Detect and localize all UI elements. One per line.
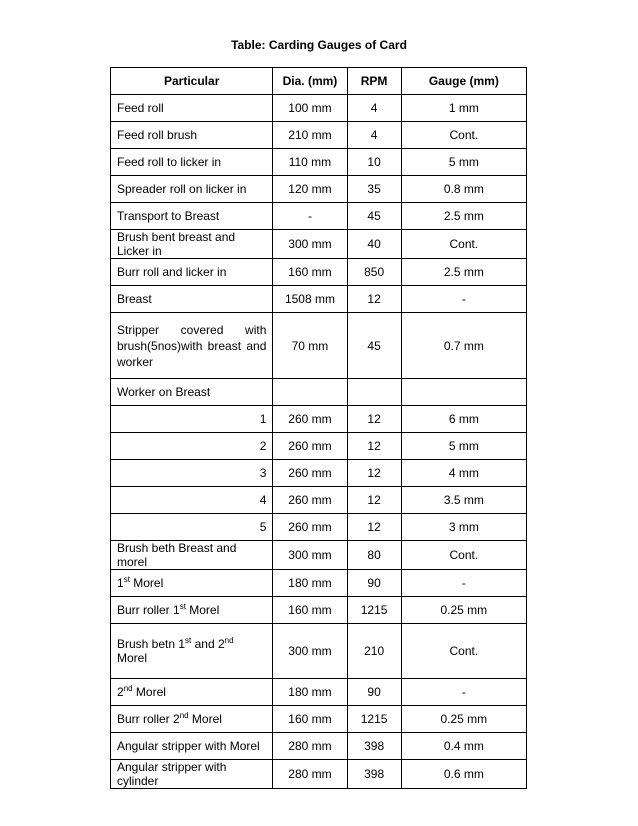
cell-particular xyxy=(111,597,273,624)
cell-gauge: - xyxy=(401,679,526,706)
cell-gauge: 4 mm xyxy=(401,460,526,487)
cell-particular: Feed roll to licker in xyxy=(111,149,273,176)
cell-dia: 280 mm xyxy=(273,760,347,789)
cell-dia: 160 mm xyxy=(273,706,347,733)
table-row xyxy=(111,286,527,313)
cell-particular-text: Brush betn 1 xyxy=(117,637,186,651)
ordinal-suffix: st xyxy=(185,636,192,645)
table-row xyxy=(111,379,527,406)
table-row xyxy=(111,706,527,733)
cell-particular xyxy=(111,624,273,679)
cell-dia: 300 mm xyxy=(273,624,347,679)
cell-gauge: 0.7 mm xyxy=(401,313,526,379)
cell-gauge: Cont. xyxy=(401,541,526,570)
ordinal-suffix: nd xyxy=(123,684,133,693)
cell-rpm: 12 xyxy=(347,514,401,541)
table-row xyxy=(111,679,527,706)
cell-dia: 300 mm xyxy=(273,230,347,259)
cell-gauge: 2.5 mm xyxy=(401,259,526,286)
cell-gauge: 1 mm xyxy=(401,95,526,122)
cell-rpm: 4 xyxy=(347,122,401,149)
cell-dia: 260 mm xyxy=(273,460,347,487)
cell-particular-text: Morel xyxy=(132,685,166,699)
table-row xyxy=(111,541,527,570)
cell-rpm: 398 xyxy=(347,760,401,789)
cell-particular-text: Morel xyxy=(185,603,220,617)
cell-dia: 260 mm xyxy=(273,406,347,433)
cell-rpm: 90 xyxy=(347,679,401,706)
cell-particular-text: Morel xyxy=(129,576,164,590)
table-row xyxy=(111,433,527,460)
cell-particular-text: and 2 xyxy=(191,637,225,651)
table-row xyxy=(111,176,527,203)
cell-gauge: Cont. xyxy=(401,624,526,679)
cell-dia: 280 mm xyxy=(273,733,347,760)
cell-gauge: 0.8 mm xyxy=(401,176,526,203)
cell-gauge: 6 mm xyxy=(401,406,526,433)
cell-particular: Brush beth Breast and morel xyxy=(111,541,273,570)
cell-particular: Angular stripper with cylinder xyxy=(111,760,273,789)
cell-dia: 260 mm xyxy=(273,487,347,514)
cell-gauge: 3.5 mm xyxy=(401,487,526,514)
table-row xyxy=(111,733,527,760)
table-row xyxy=(111,259,527,286)
cell-gauge: 3 mm xyxy=(401,514,526,541)
cell-gauge: 5 mm xyxy=(401,433,526,460)
table-row xyxy=(111,460,527,487)
cell-rpm: 45 xyxy=(347,313,401,379)
cell-rpm: 1215 xyxy=(347,706,401,733)
table-title: Table: Carding Gauges of Card xyxy=(231,38,407,52)
cell-rpm: 90 xyxy=(347,570,401,597)
cell-dia: 70 mm xyxy=(273,313,347,379)
cell-rpm xyxy=(347,379,401,406)
header-rpm: RPM xyxy=(347,68,401,95)
cell-rpm: 40 xyxy=(347,230,401,259)
cell-dia: - xyxy=(273,203,347,230)
cell-particular xyxy=(111,570,273,597)
cell-rpm: 35 xyxy=(347,176,401,203)
cell-dia: 210 mm xyxy=(273,122,347,149)
cell-dia: 300 mm xyxy=(273,541,347,570)
cell-particular: 2 xyxy=(111,433,273,460)
cell-rpm: 45 xyxy=(347,203,401,230)
cell-particular: Angular stripper with Morel xyxy=(111,733,273,760)
cell-particular xyxy=(111,679,273,706)
ordinal-suffix: st xyxy=(123,575,130,584)
cell-particular-text: Burr roller 1 xyxy=(117,603,180,617)
cell-particular: Brush bent breast and Licker in xyxy=(111,230,273,259)
cell-dia: 100 mm xyxy=(273,95,347,122)
cell-rpm: 210 xyxy=(347,624,401,679)
cell-gauge xyxy=(401,379,526,406)
cell-rpm: 12 xyxy=(347,487,401,514)
table-row xyxy=(111,760,527,789)
table-row xyxy=(111,203,527,230)
cell-dia: 120 mm xyxy=(273,176,347,203)
cell-gauge: - xyxy=(401,570,526,597)
cell-rpm: 12 xyxy=(347,406,401,433)
cell-particular-text: 1 xyxy=(117,576,124,590)
cell-gauge: 2.5 mm xyxy=(401,203,526,230)
header-particular: Particular xyxy=(111,68,273,95)
table-row xyxy=(111,406,527,433)
cell-dia: 110 mm xyxy=(273,149,347,176)
cell-particular: 4 xyxy=(111,487,273,514)
table-row xyxy=(111,487,527,514)
ordinal-suffix: nd xyxy=(179,711,189,720)
cell-gauge: 0.25 mm xyxy=(401,597,526,624)
cell-rpm: 12 xyxy=(347,460,401,487)
carding-gauges-table xyxy=(110,67,527,789)
cell-rpm: 398 xyxy=(347,733,401,760)
cell-gauge: 5 mm xyxy=(401,149,526,176)
cell-dia: 260 mm xyxy=(273,514,347,541)
cell-particular: Feed roll xyxy=(111,95,273,122)
table-row xyxy=(111,514,527,541)
cell-rpm: 850 xyxy=(347,259,401,286)
table-row xyxy=(111,149,527,176)
cell-particular: Burr roll and licker in xyxy=(111,259,273,286)
cell-particular-text: Morel xyxy=(117,651,148,665)
cell-gauge: 0.6 mm xyxy=(401,760,526,789)
cell-dia: 160 mm xyxy=(273,597,347,624)
cell-gauge: 0.25 mm xyxy=(401,706,526,733)
cell-particular: 3 xyxy=(111,460,273,487)
cell-particular-text: 2 xyxy=(117,685,124,699)
cell-particular-text: Burr roller 2 xyxy=(117,712,180,726)
cell-particular: Breast xyxy=(111,286,273,313)
cell-rpm: 10 xyxy=(347,149,401,176)
cell-particular: 1 xyxy=(111,406,273,433)
cell-particular: Stripper covered with brush(5nos)with breast and worker xyxy=(111,313,273,379)
cell-gauge: 0.4 mm xyxy=(401,733,526,760)
table-row xyxy=(111,122,527,149)
cell-rpm: 12 xyxy=(347,286,401,313)
cell-gauge: Cont. xyxy=(401,230,526,259)
cell-dia: 160 mm xyxy=(273,259,347,286)
table-row xyxy=(111,95,527,122)
header-gauge: Gauge (mm) xyxy=(401,68,526,95)
table-header-row xyxy=(111,68,527,95)
cell-particular xyxy=(111,706,273,733)
cell-dia: 1508 mm xyxy=(273,286,347,313)
table-row xyxy=(111,570,527,597)
cell-rpm: 12 xyxy=(347,433,401,460)
header-dia: Dia. (mm) xyxy=(273,68,347,95)
cell-particular: Spreader roll on licker in xyxy=(111,176,273,203)
table-row xyxy=(111,313,527,379)
cell-rpm: 80 xyxy=(347,541,401,570)
cell-gauge: Cont. xyxy=(401,122,526,149)
cell-dia: 260 mm xyxy=(273,433,347,460)
cell-dia xyxy=(273,379,347,406)
cell-dia: 180 mm xyxy=(273,570,347,597)
table-row xyxy=(111,624,527,679)
ordinal-suffix: st xyxy=(179,602,186,611)
cell-dia: 180 mm xyxy=(273,679,347,706)
table-row xyxy=(111,230,527,259)
cell-rpm: 4 xyxy=(347,95,401,122)
cell-particular: Worker on Breast xyxy=(111,379,273,406)
cell-particular: Transport to Breast xyxy=(111,203,273,230)
ordinal-suffix: nd xyxy=(224,636,234,645)
cell-particular: Feed roll brush xyxy=(111,122,273,149)
cell-gauge: - xyxy=(401,286,526,313)
table-row xyxy=(111,597,527,624)
cell-rpm: 1215 xyxy=(347,597,401,624)
cell-particular-text: Morel xyxy=(188,712,222,726)
cell-particular: 5 xyxy=(111,514,273,541)
